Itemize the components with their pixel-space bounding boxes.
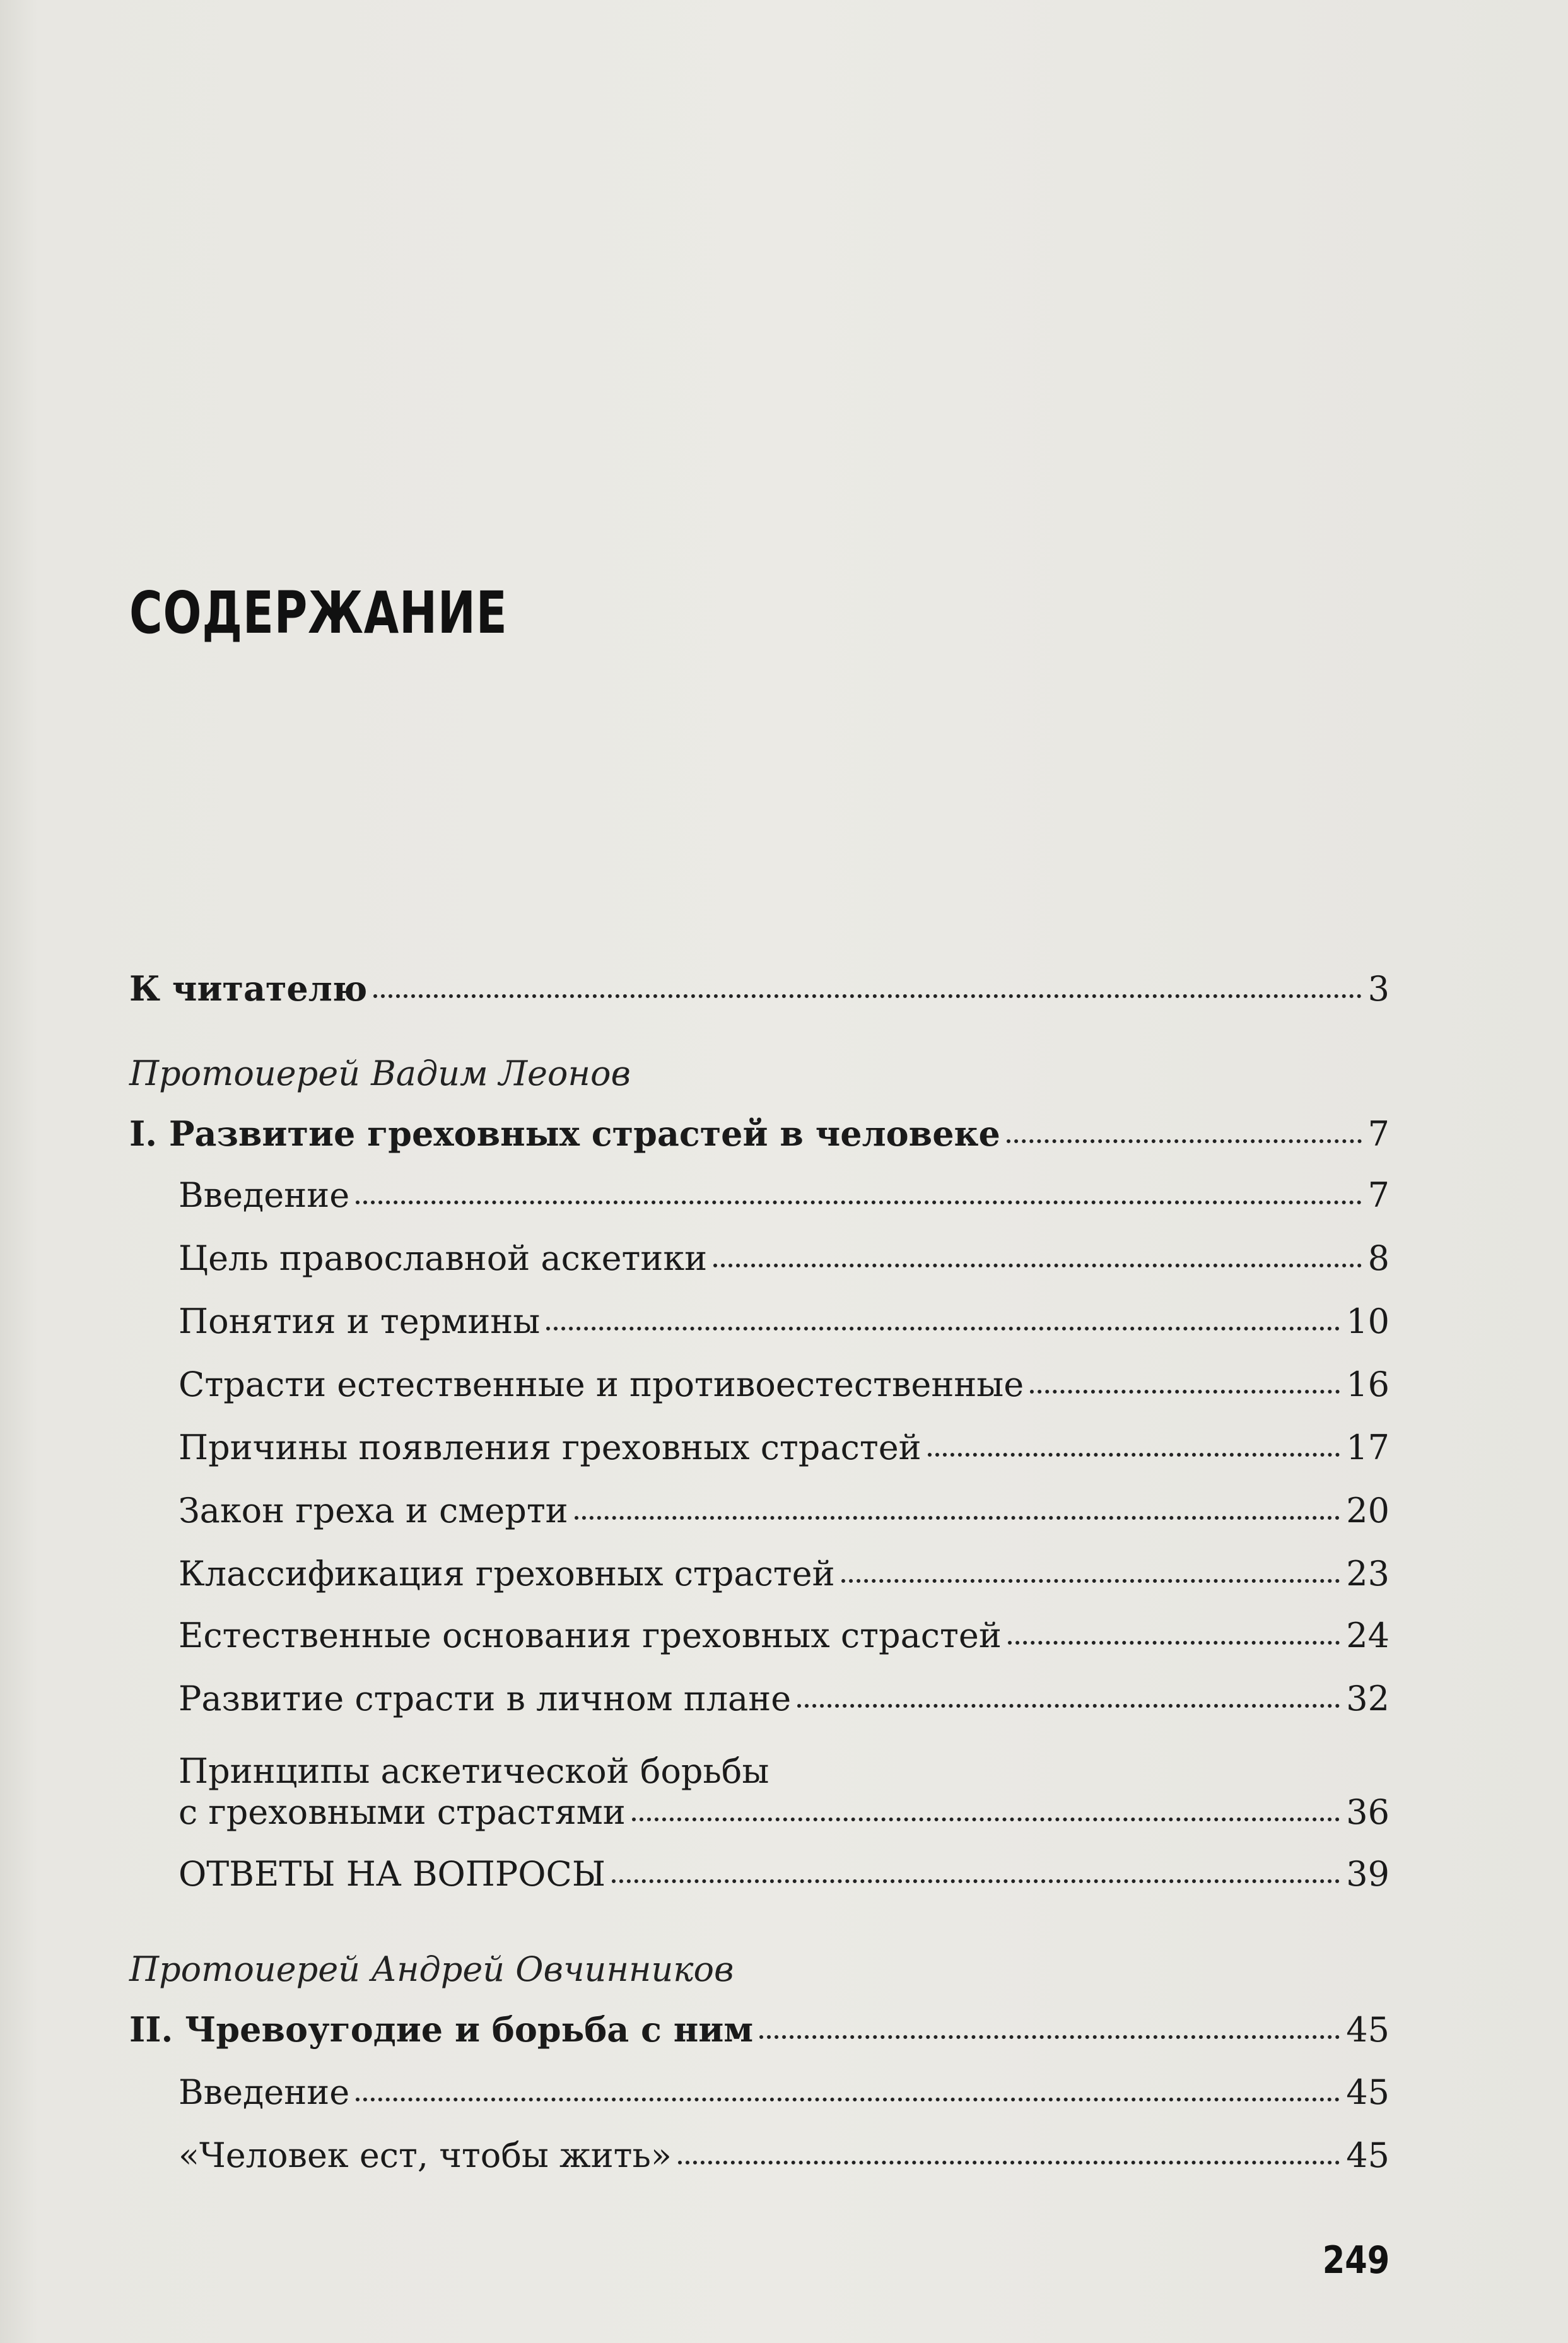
toc-entry-title: Естественные основания греховных страстей (178, 1616, 1002, 1655)
dot-leader (356, 2098, 1340, 2101)
dot-leader (632, 1817, 1340, 1821)
toc-entry-title: «Человек ест, чтобы жить» (178, 2135, 672, 2175)
section-author: Протоиерей Вадим Леонов (129, 1054, 631, 1093)
toc-entry-page: 23 (1346, 1554, 1390, 1594)
toc-entry-page: 10 (1346, 1301, 1390, 1341)
toc-entry-title: Классификация греховных страстей (178, 1554, 835, 1594)
toc-entry-answers[interactable] (178, 1854, 1390, 1894)
toc-entry-title: Введение (178, 1175, 350, 1215)
toc-entry-page: 24 (1346, 1616, 1390, 1655)
toc-entry[interactable] (178, 1428, 1390, 1467)
dot-leader (1030, 1390, 1340, 1394)
toc-entry-page: 17 (1346, 1428, 1390, 1467)
toc-entry-title: ОТВЕТЫ НА ВОПРОСЫ (178, 1854, 606, 1894)
dot-leader (797, 1704, 1340, 1708)
toc-entry-title: Цель православной аскетики (178, 1238, 708, 1278)
toc-entry-page: 3 (1367, 969, 1390, 1009)
toc-entry-page: 16 (1346, 1365, 1390, 1404)
toc-entry-title: Закон греха и смерти (178, 1491, 568, 1530)
toc-entry[interactable] (178, 2072, 1390, 2112)
toc-entry[interactable] (178, 1365, 1390, 1404)
dot-leader (356, 1201, 1361, 1204)
dot-leader (928, 1453, 1340, 1457)
toc-entry-page: 39 (1346, 1854, 1390, 1894)
toc-entry-title: К читателю (129, 968, 368, 1009)
toc-entry-title: I. Развитие греховных страстей в человеке (129, 1113, 1000, 1154)
toc-entry[interactable] (178, 1238, 1390, 1278)
toc-entry-preface[interactable] (129, 968, 1390, 1009)
dot-leader (612, 1879, 1340, 1883)
toc-entry-title: Введение (178, 2072, 350, 2112)
dot-leader (841, 1579, 1340, 1583)
toc-entry-title-line-1[interactable]: Принципы аскетической борьбы (178, 1751, 769, 1791)
toc-entry-page: 32 (1346, 1679, 1390, 1718)
toc-entry-title-line-2: с греховными страстями (178, 1792, 626, 1832)
toc-entry[interactable] (178, 1554, 1390, 1594)
toc-entry-page: 45 (1346, 2135, 1390, 2175)
toc-entry-title: Причины появления греховных страстей (178, 1428, 921, 1467)
toc-entry[interactable] (178, 1175, 1390, 1215)
dot-leader (678, 2161, 1340, 2164)
page-title: СОДЕРЖАНИЕ (129, 579, 508, 647)
toc-entry-page: 45 (1346, 2072, 1390, 2112)
toc-entry-title: Понятия и термины (178, 1301, 541, 1341)
toc-entry-title: Страсти естественные и противоестественные (178, 1365, 1024, 1404)
dot-leader (546, 1327, 1340, 1330)
dot-leader (373, 994, 1361, 998)
page-number: 249 (1322, 2238, 1390, 2282)
toc-entry-multiline[interactable] (178, 1792, 1390, 1832)
dot-leader (1008, 1641, 1340, 1645)
toc-entry-title: II. Чревоугодие и борьба с ним (129, 2009, 754, 2050)
dot-leader (759, 2035, 1340, 2039)
toc-entry-page: 20 (1346, 1491, 1390, 1530)
toc-entry[interactable] (178, 2135, 1390, 2175)
dot-leader (575, 1516, 1340, 1520)
toc-entry-page: 7 (1367, 1114, 1390, 1154)
toc-entry[interactable] (178, 1679, 1390, 1718)
toc-entry[interactable] (178, 1301, 1390, 1341)
toc-entry-chapter-2[interactable] (129, 2009, 1390, 2050)
toc-entry[interactable] (178, 1491, 1390, 1530)
toc-entry-chapter-1[interactable] (129, 1113, 1390, 1154)
toc-entry-page: 8 (1367, 1238, 1390, 1278)
dot-leader (713, 1264, 1362, 1267)
toc-entry-title: Развитие страсти в личном плане (178, 1679, 792, 1718)
section-author: Протоиерей Андрей Овчинников (129, 1949, 734, 1989)
toc-entry[interactable] (178, 1616, 1390, 1655)
dot-leader (1007, 1139, 1362, 1143)
toc-entry-page: 36 (1346, 1792, 1390, 1832)
toc-entry-page: 7 (1367, 1175, 1390, 1215)
toc-entry-page: 45 (1346, 2010, 1390, 2050)
